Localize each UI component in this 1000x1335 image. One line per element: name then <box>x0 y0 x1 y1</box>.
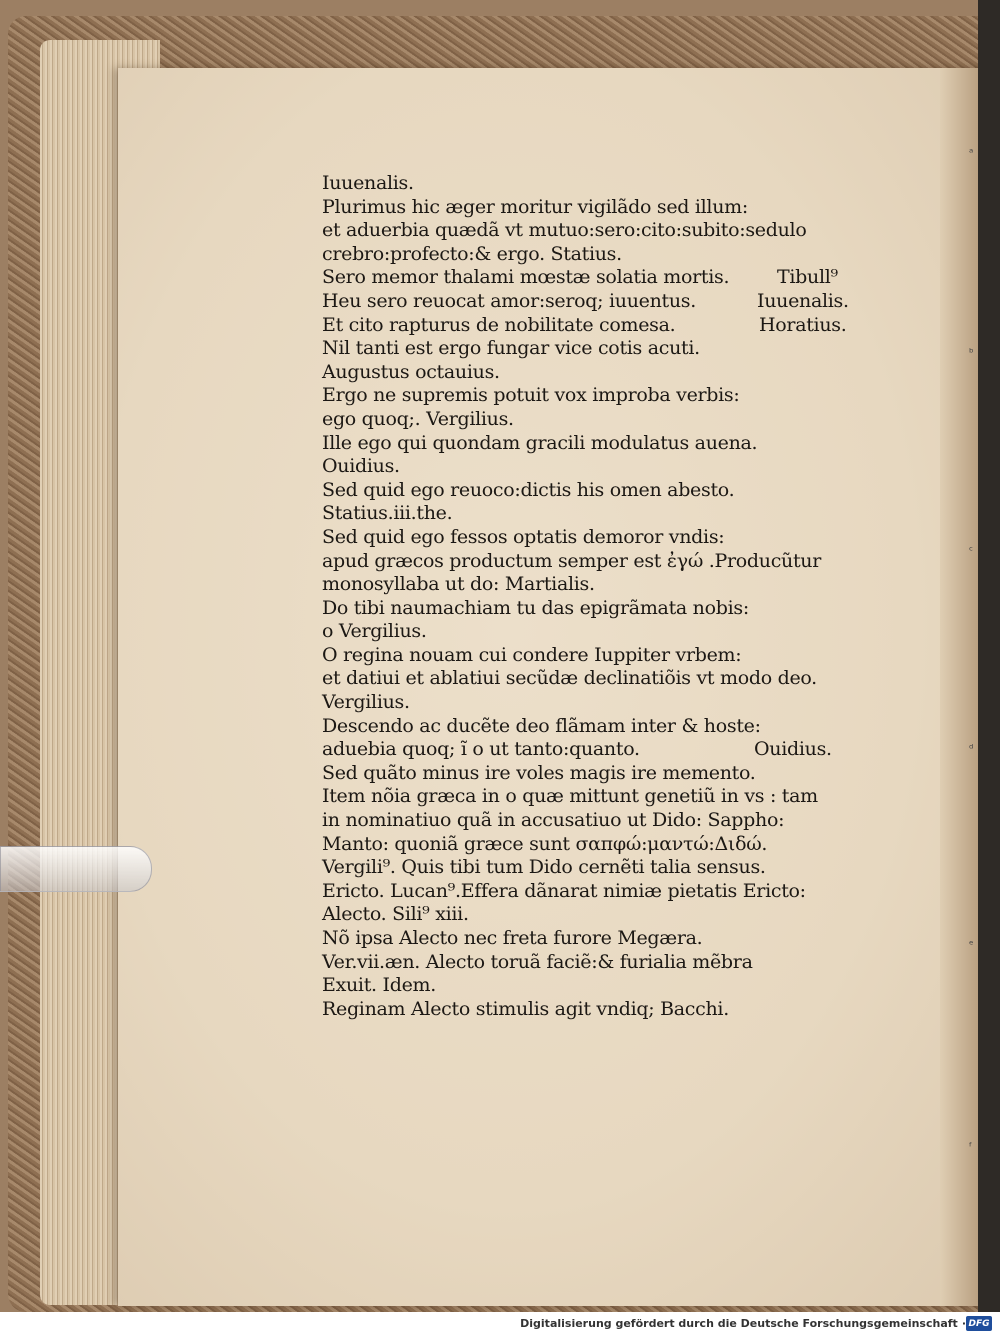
margin-mark: ᶜ <box>969 544 974 557</box>
line-text: Ouidius. <box>322 455 400 478</box>
line-text: monosyllaba ut do: Martialis. <box>322 573 595 596</box>
line-text: Sed quid ego fessos optatis demoror vndis: <box>322 525 725 548</box>
text-line <box>322 785 882 809</box>
line-text: Ericto. Lucan⁹.Effera dãnarat nimiæ pietatis Ericto: <box>322 879 806 902</box>
line-text: Reginam Alecto stimulis agit vndiq; Bacchi. <box>322 997 729 1020</box>
margin-mark: ᵃ <box>969 146 974 159</box>
line-text: et datiui et ablatiui secũdæ declinatiõis vt modo deo. <box>322 667 817 690</box>
text-line <box>322 337 882 361</box>
bookmark-strip <box>0 846 152 892</box>
line-text: Nõ ipsa Alecto nec freta furore Megæra. <box>322 927 703 949</box>
margin-mark: ᶠ <box>969 1140 973 1153</box>
line-text: Ver.vii.æn. Alecto toruã faciẽ:& furialia mẽbra <box>322 950 753 973</box>
text-line <box>322 833 882 857</box>
footer-separator-icon: · <box>961 1317 966 1330</box>
text-line <box>322 502 882 526</box>
line-text: ego quoq;. Vergilius. <box>322 407 514 430</box>
line-text: Item nõia græca in o quæ mittunt genetiũ in vs : tam <box>322 785 818 808</box>
text-line <box>322 573 882 597</box>
text-line <box>322 432 882 456</box>
text-line <box>322 715 882 739</box>
text-line <box>322 691 882 715</box>
line-right-text: Ouidius. <box>754 738 832 761</box>
line-right-text: Tibull⁹ <box>777 266 838 289</box>
text-line <box>322 384 882 408</box>
line-text: crebro:profecto:& ergo. Statius. <box>322 242 622 265</box>
line-text: Ergo ne supremis potuit vox improba verbis: <box>322 384 740 407</box>
line-text: Sero memor thalami mœstæ solatia mortis. <box>322 266 730 289</box>
text-line <box>322 644 882 668</box>
line-text: Heu sero reuocat amor:seroq; iuuentus. <box>322 289 696 312</box>
line-text: Manto: quoniã græce sunt σαπφώ:μαντώ:Διδώ. <box>322 832 768 855</box>
footer-credit: Digitalisierung gefördert durch die Deutsche Forschungsgemeinschaft <box>520 1317 958 1330</box>
line-text: o Vergilius. <box>322 620 427 643</box>
text-line <box>322 526 882 550</box>
text-line <box>322 951 882 975</box>
right-strip <box>978 0 1000 1312</box>
line-text: apud græcos productum semper est ἐγώ .Producũtur <box>322 549 822 572</box>
text-line <box>322 903 882 927</box>
text-line <box>322 809 882 833</box>
text-line <box>322 597 882 621</box>
text-line <box>322 856 882 880</box>
margin-mark: ᵉ <box>969 938 974 951</box>
line-text: aduebia quoq; ĩ o ut tanto:quanto. <box>322 738 640 761</box>
line-text: Statius.iii.the. <box>322 502 453 525</box>
text-line <box>322 408 882 432</box>
line-text: Et cito rapturus de nobilitate comesa. <box>322 313 676 336</box>
text-line <box>322 738 882 762</box>
margin-mark: ᵈ <box>969 742 974 755</box>
text-line <box>322 880 882 904</box>
line-right-text: Iuuenalis. <box>757 289 849 312</box>
line-text: O regina nouam cui condere Iuppiter vrbem: <box>322 643 742 666</box>
line-right-text: Horatius. <box>759 313 847 336</box>
text-line <box>322 314 882 338</box>
line-text: Augustus octauius. <box>322 360 500 383</box>
text-line <box>322 998 882 1022</box>
text-line <box>322 762 882 786</box>
line-text: Sed quãto minus ire voles magis ire memento. <box>322 761 756 784</box>
footer-bar <box>0 1312 1000 1335</box>
text-line <box>322 927 882 951</box>
text-line <box>322 455 882 479</box>
text-line <box>322 974 882 998</box>
line-text: et aduerbia quædã vt mutuo:sero:cito:subito:sedulo <box>322 219 807 242</box>
line-text: Ille ego qui quondam gracili modulatus auena. <box>322 431 758 454</box>
line-text: Vergilius. <box>322 691 410 714</box>
line-text: Alecto. Sili⁹ xiii. <box>322 903 469 926</box>
line-text: Plurimus hic æger moritur vigilãdo sed illum: <box>322 195 748 218</box>
text-line <box>322 266 882 290</box>
text-line <box>322 479 882 503</box>
line-text: Vergili⁹. Quis tibi tum Dido cernẽti talia sensus. <box>322 856 766 879</box>
text-line <box>322 172 882 196</box>
page-text <box>322 172 882 1021</box>
line-text: in nominatiuo quã in accusatiuo ut Dido: Sappho: <box>322 809 785 832</box>
text-line <box>322 550 882 574</box>
dfg-logo-icon[interactable]: DFG <box>966 1316 992 1331</box>
text-line <box>322 620 882 644</box>
line-text: Do tibi naumachiam tu das epigrãmata nobis: <box>322 596 749 619</box>
text-line <box>322 361 882 385</box>
text-line <box>322 290 882 314</box>
line-text: Iuuenalis. <box>322 172 414 194</box>
text-line <box>322 196 882 220</box>
text-line <box>322 667 882 691</box>
margin-mark: ᵇ <box>969 346 974 359</box>
text-line <box>322 219 882 243</box>
line-text: Nil tanti est ergo fungar vice cotis acuti. <box>322 337 700 360</box>
line-text: Sed quid ego reuoco:dictis his omen abesto. <box>322 478 735 501</box>
line-text: Descendo ac ducẽte deo flãmam inter & hoste: <box>322 714 761 737</box>
text-line <box>322 243 882 267</box>
line-text: Exuit. Idem. <box>322 974 436 997</box>
